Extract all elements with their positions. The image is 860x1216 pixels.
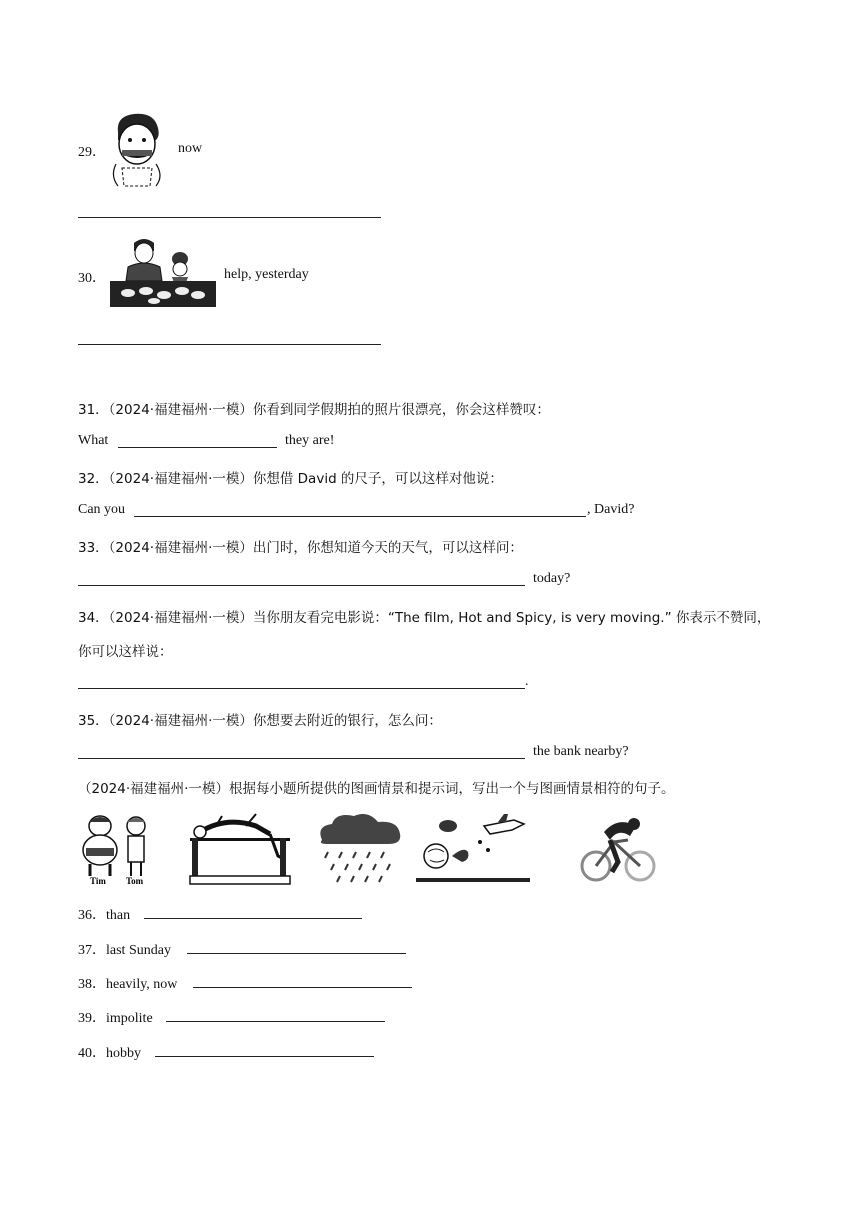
cycling-picture [574, 812, 660, 886]
q31-stem: 31．（2024·福建福州·一模）你看到同学假期拍的照片很漂亮，你会这样赞叹： [78, 402, 550, 418]
q40-label: 40．hobby [78, 1046, 141, 1061]
q30-answer-line[interactable] [78, 344, 381, 345]
q36-label: 36．than [78, 908, 131, 923]
q34-suffix: . [525, 674, 529, 689]
q29-answer-line[interactable] [78, 217, 381, 218]
q37-answer-line[interactable] [187, 953, 406, 954]
q37-label: 37．last Sunday [78, 943, 171, 958]
q38-answer-line[interactable] [193, 987, 412, 988]
tim-tom-picture [80, 812, 160, 886]
q35-suffix: the bank nearby? [533, 744, 629, 759]
tom-label: Tom [126, 876, 144, 886]
q33-suffix: today? [533, 571, 571, 586]
cooking-together-picture [106, 233, 218, 311]
q29-hint: now [178, 141, 203, 156]
q35-answer-line[interactable] [78, 758, 525, 759]
q30-number: 30． [78, 271, 106, 286]
littering-picture [414, 812, 532, 886]
high-jump-picture [186, 812, 296, 886]
boy-eating-picture [104, 110, 170, 188]
q31-suffix: they are! [285, 433, 335, 448]
q39-label: 39．impolite [78, 1011, 153, 1026]
q32-prefix: Can you [78, 502, 126, 517]
q29-number: 29． [78, 145, 106, 160]
q31-prefix: What [78, 433, 109, 448]
q32-answer-line[interactable] [134, 516, 586, 517]
section-intro: （2024·福建福州·一模）根据每小题所提供的图画情景和提示词，写出一个与图画情景相符的句子。 [78, 781, 675, 797]
q40-answer-line[interactable] [155, 1056, 374, 1057]
q36-answer-line[interactable] [144, 918, 362, 919]
q35-stem: 35．（2024·福建福州·一模）你想要去附近的银行，怎么问： [78, 713, 442, 729]
q31-answer-line[interactable] [118, 447, 277, 448]
q33-stem: 33．（2024·福建福州·一模）出门时，你想知道今天的天气，可以这样问： [78, 540, 523, 556]
heavy-rain-picture [312, 812, 407, 886]
q39-answer-line[interactable] [166, 1021, 385, 1022]
q34-stem: 34．（2024·福建福州·一模）当你朋友看完电影说：“The film, Hot and Spicy, is very moving.” 你表示不赞同， [78, 610, 771, 626]
q30-hint: help, yesterday [224, 267, 309, 282]
q32-stem: 32．（2024·福建福州·一模）你想借 David 的尺子，可以这样对他说： [78, 471, 503, 487]
q32-suffix: , David? [587, 502, 635, 517]
q33-answer-line[interactable] [78, 585, 525, 586]
q34-answer-line[interactable] [78, 688, 525, 689]
q38-label: 38．heavily, now [78, 977, 178, 992]
tim-label: Tim [90, 876, 106, 886]
q34-stem-continued: 你可以这样说： [78, 644, 173, 660]
